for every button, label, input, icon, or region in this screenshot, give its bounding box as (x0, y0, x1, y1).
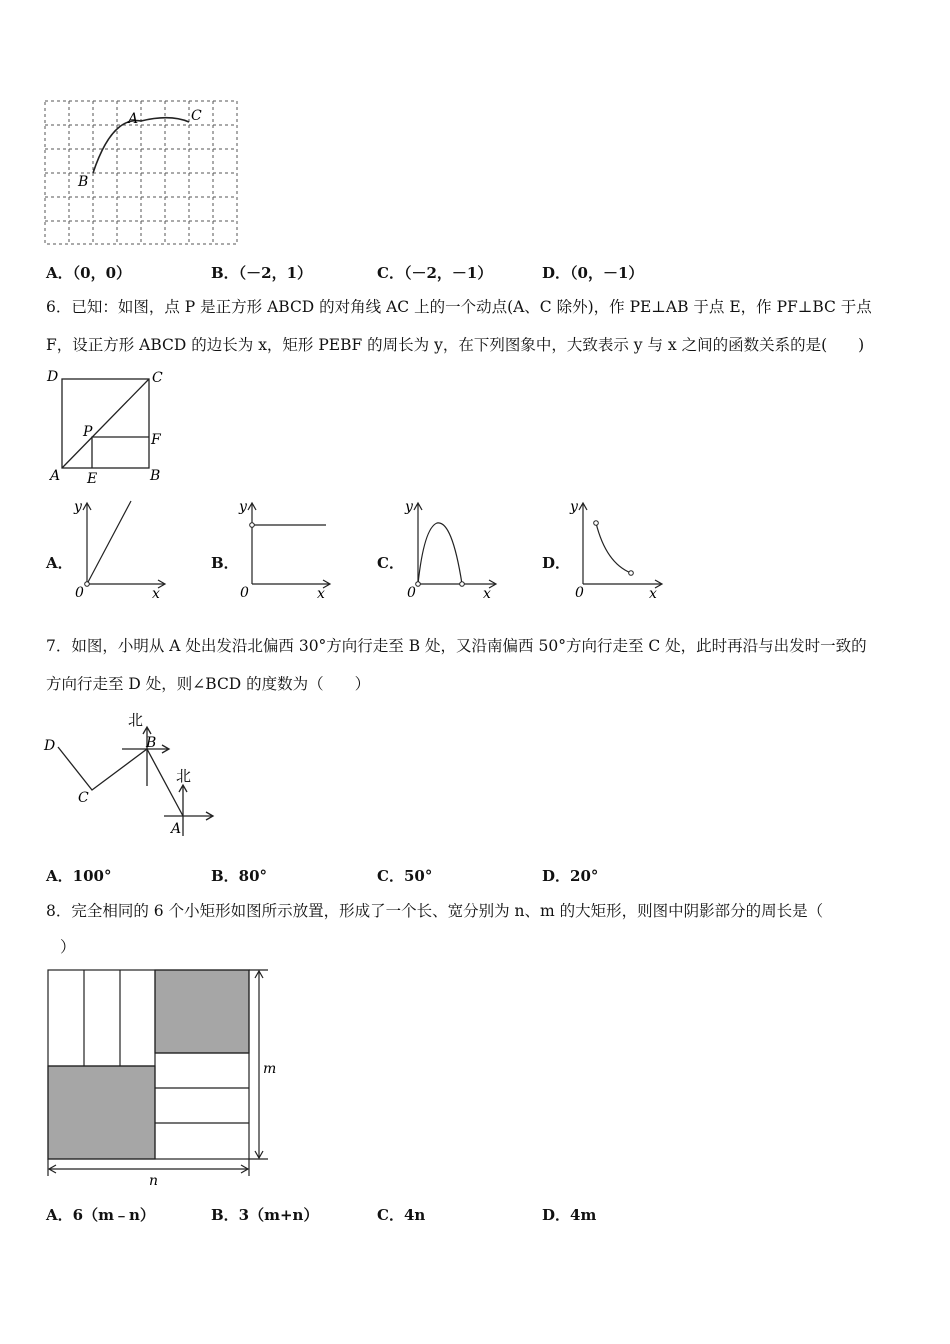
q6-label-d: D (47, 369, 59, 385)
q8-shaded-bottom-left (48, 1066, 155, 1159)
q6-graph-b-origin: 0 (240, 585, 249, 601)
q8-option-c[interactable]: C．4n (377, 1206, 426, 1224)
q6-graph-a-origin: 0 (75, 585, 84, 601)
q8-option-d[interactable]: D．4m (542, 1206, 597, 1224)
q8-label-m: m (263, 1061, 277, 1077)
q6-graph-b-x-label: x (317, 586, 325, 602)
q6-graph-a[interactable] (70, 498, 170, 602)
q6-label-c: C (152, 370, 163, 386)
q7-option-d[interactable]: D．20° (542, 867, 599, 885)
q8-shaded-top-right (155, 970, 249, 1053)
q6-graph-a-y-label: y (74, 499, 82, 515)
q7-option-b[interactable]: B．80° (211, 867, 268, 885)
q6-label-e: E (87, 471, 98, 487)
q6-label-a: A (50, 468, 61, 484)
q5-option-c[interactable]: C．（－2，－1） (377, 264, 493, 282)
q7-label-c: C (78, 790, 89, 806)
q6-graph-d-y-label: y (570, 499, 578, 515)
q6-option-a-letter[interactable]: A． (46, 554, 73, 572)
q7-label-b: B (146, 735, 157, 751)
q6-label-b: B (150, 468, 161, 484)
q6-option-c-letter[interactable]: C． (377, 554, 404, 572)
q7-north-label-b: 北 (128, 711, 144, 729)
q6-label-f: F (151, 432, 161, 448)
q5-label-b: B (78, 174, 89, 190)
q8-option-a[interactable]: A．6（m﹣n） (46, 1206, 155, 1224)
q7-option-c[interactable]: C．50° (377, 867, 433, 885)
q7-north-label-a: 北 (176, 767, 192, 785)
q6-graph-d-x-label: x (649, 586, 657, 602)
q5-option-d[interactable]: D．（0，－1） (542, 264, 644, 282)
q6-graph-c[interactable] (402, 498, 502, 602)
q5-label-c: C (191, 108, 202, 124)
q6-label-p: P (83, 424, 93, 440)
q5-option-a[interactable]: A．（0，0） (46, 264, 132, 282)
q6-graph-c-y-label: y (405, 499, 413, 515)
q6-graph-b-y-label: y (239, 499, 247, 515)
q6-text-line2: F，设正方形 ABCD 的边长为 x，矩形 PEBF 的周长为 y，在下列图象中，大致表示 y 与 x 之间的函数关系的是( ) (46, 336, 865, 354)
q6-graph-c-origin: 0 (407, 585, 416, 601)
q6-graph-a-x-label: x (152, 586, 160, 602)
q8-rectangle-figure (40, 962, 280, 1190)
q5-option-b[interactable]: B．（－2，1） (211, 264, 313, 282)
q8-label-n: n (149, 1173, 159, 1189)
q8-text-line1: 8．完全相同的 6 个小矩形如图所示放置，形成了一个长、宽分别为 n、m 的大矩形，则图中阴影部分的周长是（ (46, 902, 824, 920)
q6-graph-c-x-label: x (483, 586, 491, 602)
q6-option-d-letter[interactable]: D． (542, 554, 571, 572)
q7-text-line2: 方向行走至 D 处，则∠BCD 的度数为（ ） (46, 675, 371, 693)
q6-graph-b[interactable] (236, 498, 336, 602)
q6-graph-d[interactable] (568, 498, 668, 602)
q8-text-line2: ） (60, 938, 76, 956)
q5-grid-figure (40, 96, 245, 251)
q8-option-b[interactable]: B．3（m+n） (211, 1206, 319, 1224)
q6-option-b-letter[interactable]: B． (211, 554, 239, 572)
q7-direction-figure (40, 706, 230, 846)
q7-label-a: A (171, 821, 182, 837)
q6-graph-d-origin: 0 (575, 585, 584, 601)
q7-label-d: D (44, 738, 56, 754)
q6-text-line1: 6．已知：如图，点 P 是正方形 ABCD 的对角线 AC 上的一个动点(A、C 除外)，作 PE⊥AB 于点 E，作 PF⊥BC 于点 (46, 298, 872, 316)
q5-label-a: A (128, 111, 139, 127)
q7-option-a[interactable]: A．100° (46, 867, 112, 885)
q6-square-figure (44, 366, 174, 488)
q7-text-line1: 7．如图，小明从 A 处出发沿北偏西 30°方向行走至 B 处，又沿南偏西 50°方向行走至 C 处，此时再沿与出发时一致的 (46, 637, 867, 655)
